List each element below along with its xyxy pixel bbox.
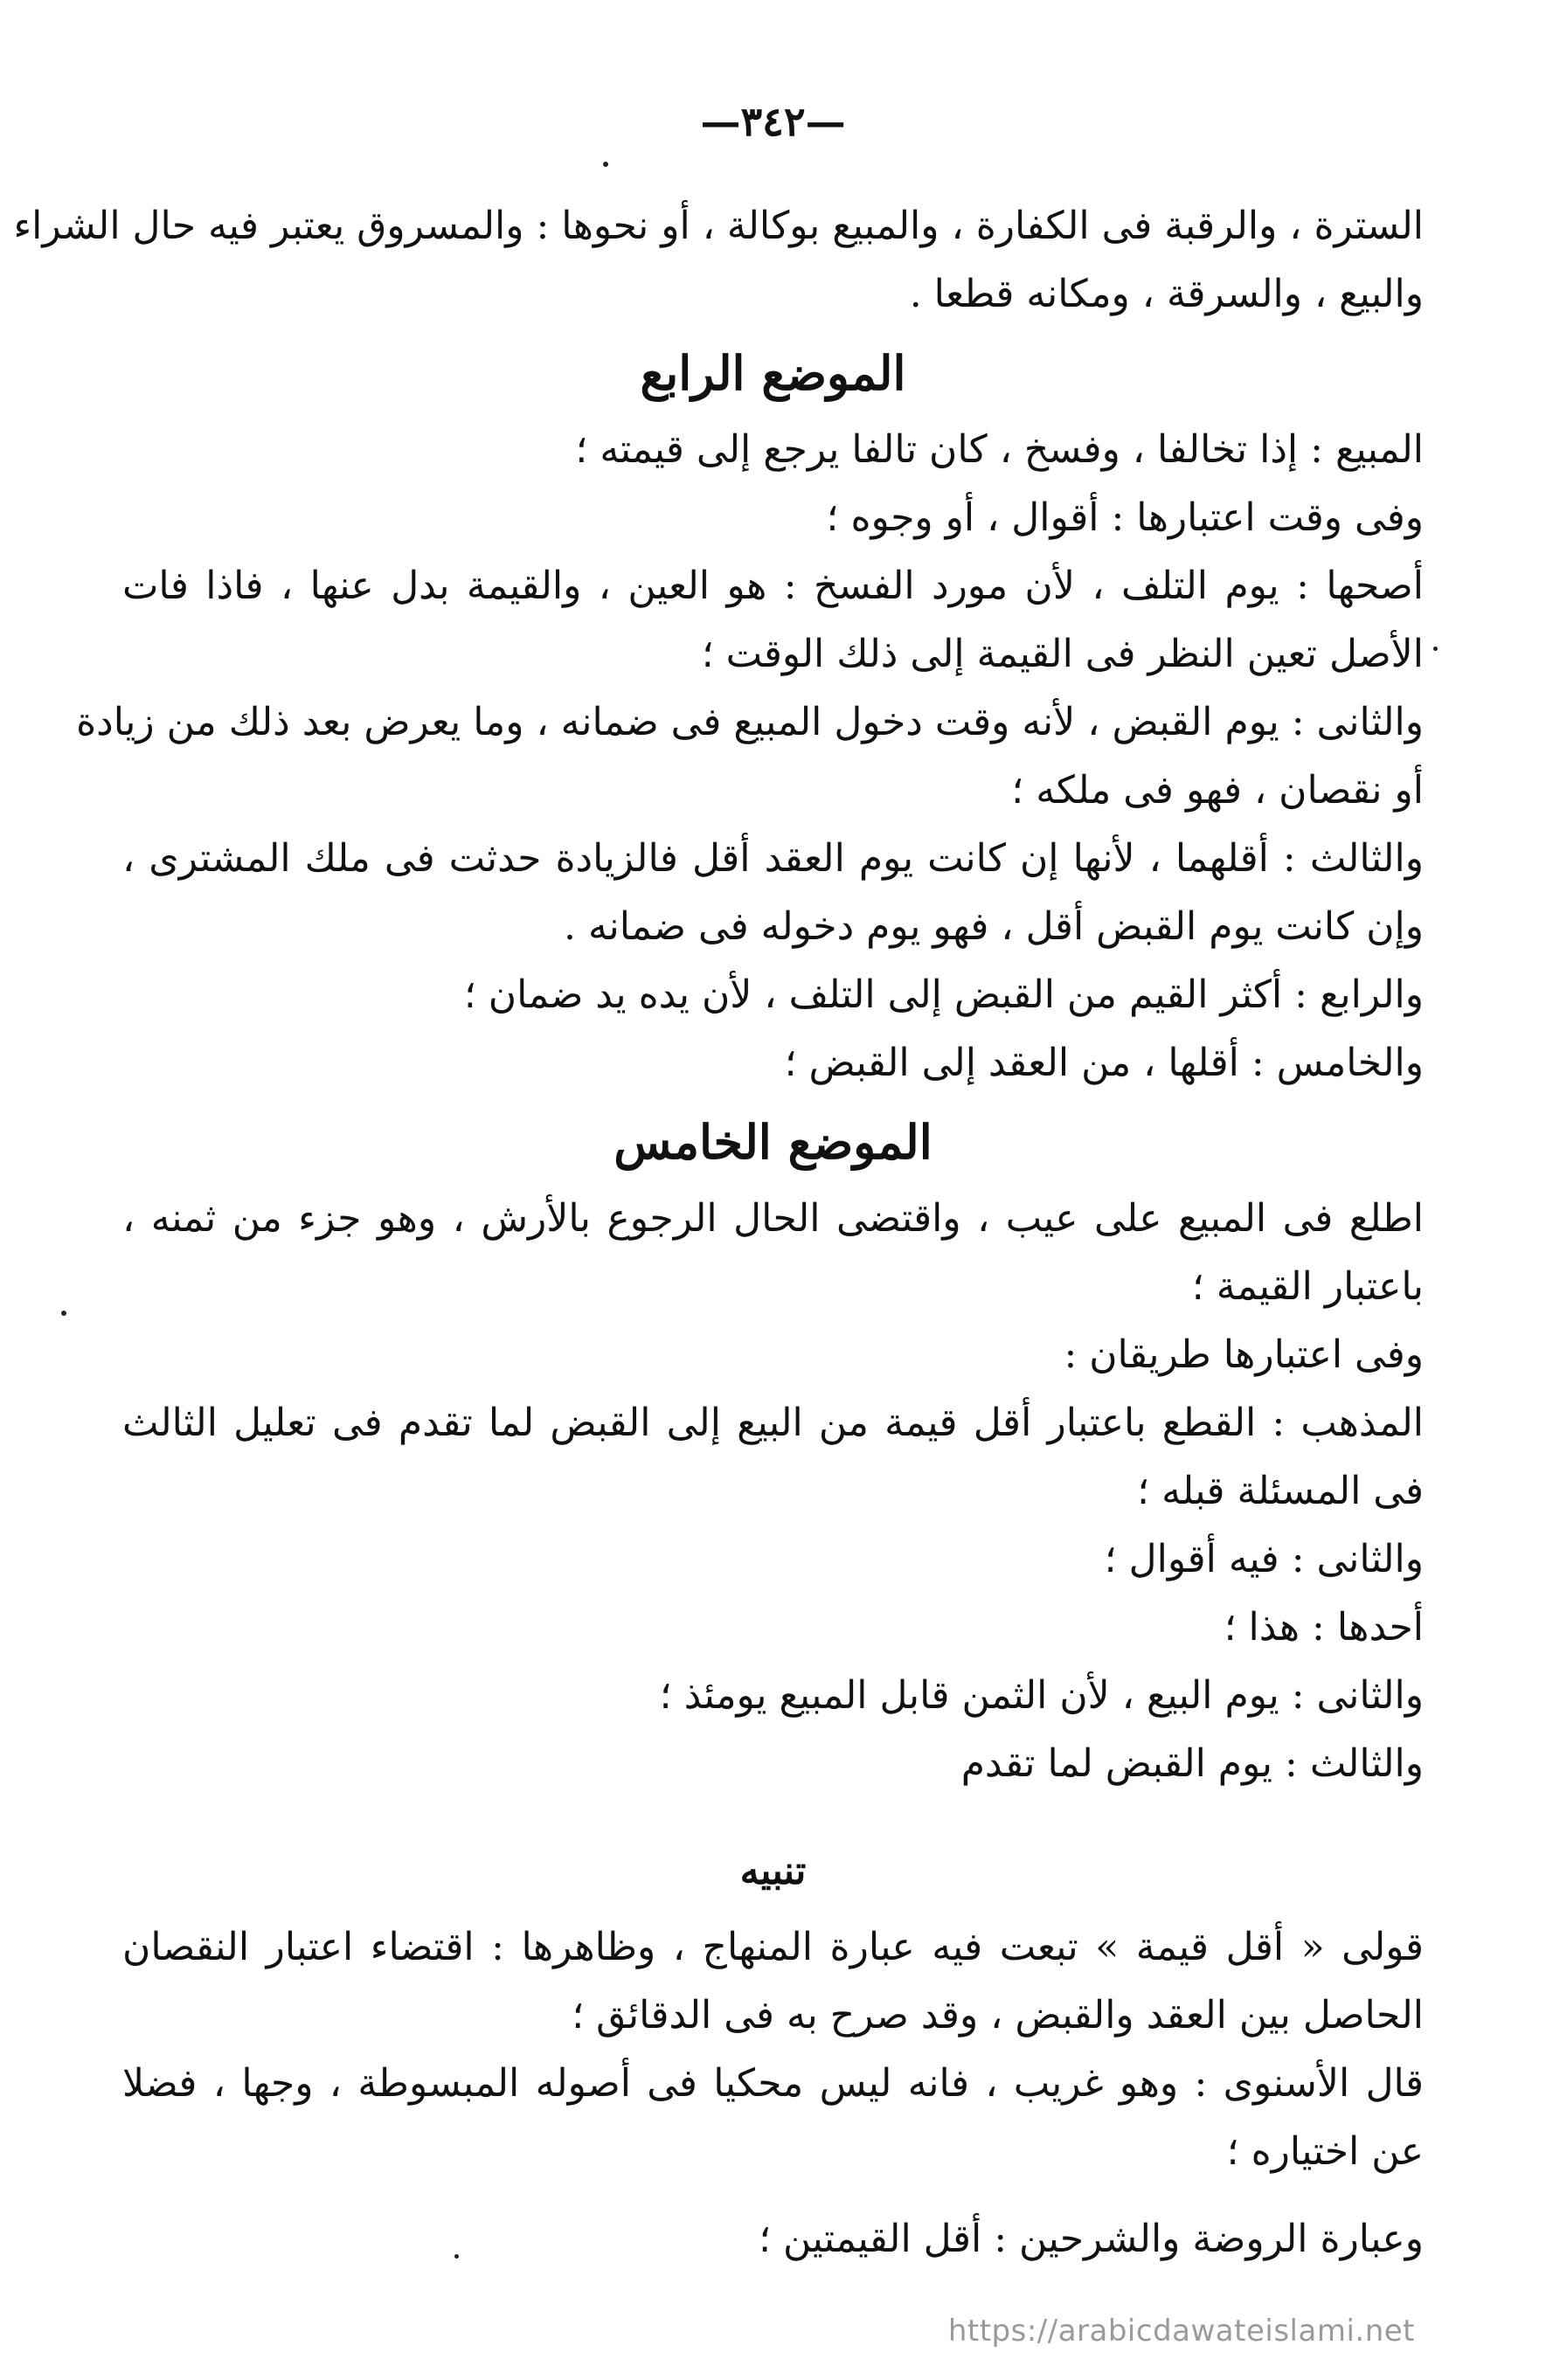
text-line: اطلع فى المبيع على عيب ، واقتضى الحال الرجوع بالأرش ، وهو جزء من ثمنه ، <box>122 1196 1424 1241</box>
text-line: والثالث : يوم القبض لما تقدم <box>960 1741 1424 1786</box>
body-text <box>13 192 1424 2273</box>
text-line: أصحها : يوم التلف ، لأن مورد الفسخ : هو العين ، والقيمة بدل عنها ، فاذا فات <box>122 564 1424 608</box>
text-line: وإن كانت يوم القبض أقل ، فهو يوم دخوله فى ضمانه . <box>563 904 1424 949</box>
section-heading-5: الموضع الخامس <box>614 1114 932 1170</box>
text-line: والثانى : يوم البيع ، لأن الثمن قابل المبيع يومئذ ؛ <box>659 1673 1424 1718</box>
text-line: المذهب : القطع باعتبار أقل قيمة من البيع إلى القبض لما تقدم فى تعليل الثالث <box>122 1401 1424 1445</box>
text-line: وفى اعتبارها طريقان : <box>1064 1332 1424 1377</box>
text-line: والثالث : أقلهما ، لأنها إن كانت يوم العقد أقل فالزيادة حدثت فى ملك المشترى ، <box>122 836 1424 881</box>
text-line: قال الأسنوى : وهو غريب ، فانه ليس محكيا فى أصوله المبسوطة ، وجها ، فضلا <box>122 2061 1424 2106</box>
scan-speck <box>603 162 608 167</box>
text-line: المبيع : إذا تخالفا ، وفسخ ، كان تالفا يرجع إلى قيمته ؛ <box>575 427 1424 472</box>
text-line: والبيع ، والسرقة ، ومكانه قطعا . <box>909 272 1424 316</box>
text-line: عن اختياره ؛ <box>1226 2129 1424 2174</box>
watermark-url: https://arabicdawateislami.net <box>947 2314 1415 2349</box>
scan-speck <box>454 2254 459 2259</box>
section-heading-4: الموضع الرابع <box>640 345 906 401</box>
text-line: وعبارة الروضة والشرحين : أقل القيمتين ؛ <box>759 2217 1424 2261</box>
text-line: والثانى : يوم القبض ، لأنه وقت دخول المبيع فى ضمانه ، وما يعرض بعد ذلك من زيادة <box>76 700 1424 744</box>
text-line: والرابع : أكثر القيم من القبض إلى التلف ، لأن يده يد ضمان ؛ <box>463 972 1424 1017</box>
note-heading: تنبيه <box>739 1849 807 1893</box>
scan-speck <box>1433 647 1438 651</box>
text-line: أحدها : هذا ؛ <box>1224 1605 1424 1650</box>
text-line: قولى « أقل قيمة » تبعت فيه عبارة المنهاج ، وظاهرها : اقتضاء اعتبار النقصان <box>122 1925 1424 1969</box>
text-line: والثانى : فيه أقوال ؛ <box>1104 1537 1424 1581</box>
text-line: السترة ، والرقبة فى الكفارة ، والمبيع بوكالة ، أو نحوها : والمسروق يعتبر فيه حال الشراء <box>13 204 1424 248</box>
text-line: والخامس : أقلها ، من العقد إلى القبض ؛ <box>784 1041 1424 1085</box>
text-line: الأصل تعين النظر فى القيمة إلى ذلك الوقت ؛ <box>701 632 1424 676</box>
text-line: فى المسئلة قبله ؛ <box>1137 1469 1424 1513</box>
text-line: وفى وقت اعتبارها : أقوال ، أو وجوه ؛ <box>826 495 1424 540</box>
text-line: أو نقصان ، فهو فى ملكه ؛ <box>1011 768 1424 813</box>
page-number: —٣٤٢— <box>700 98 846 145</box>
text-line: الحاصل بين العقد والقبض ، وقد صرح به فى الدقائق ؛ <box>572 1993 1424 2038</box>
text-line: باعتبار القيمة ؛ <box>1191 1264 1424 1309</box>
scan-speck <box>61 1311 66 1316</box>
